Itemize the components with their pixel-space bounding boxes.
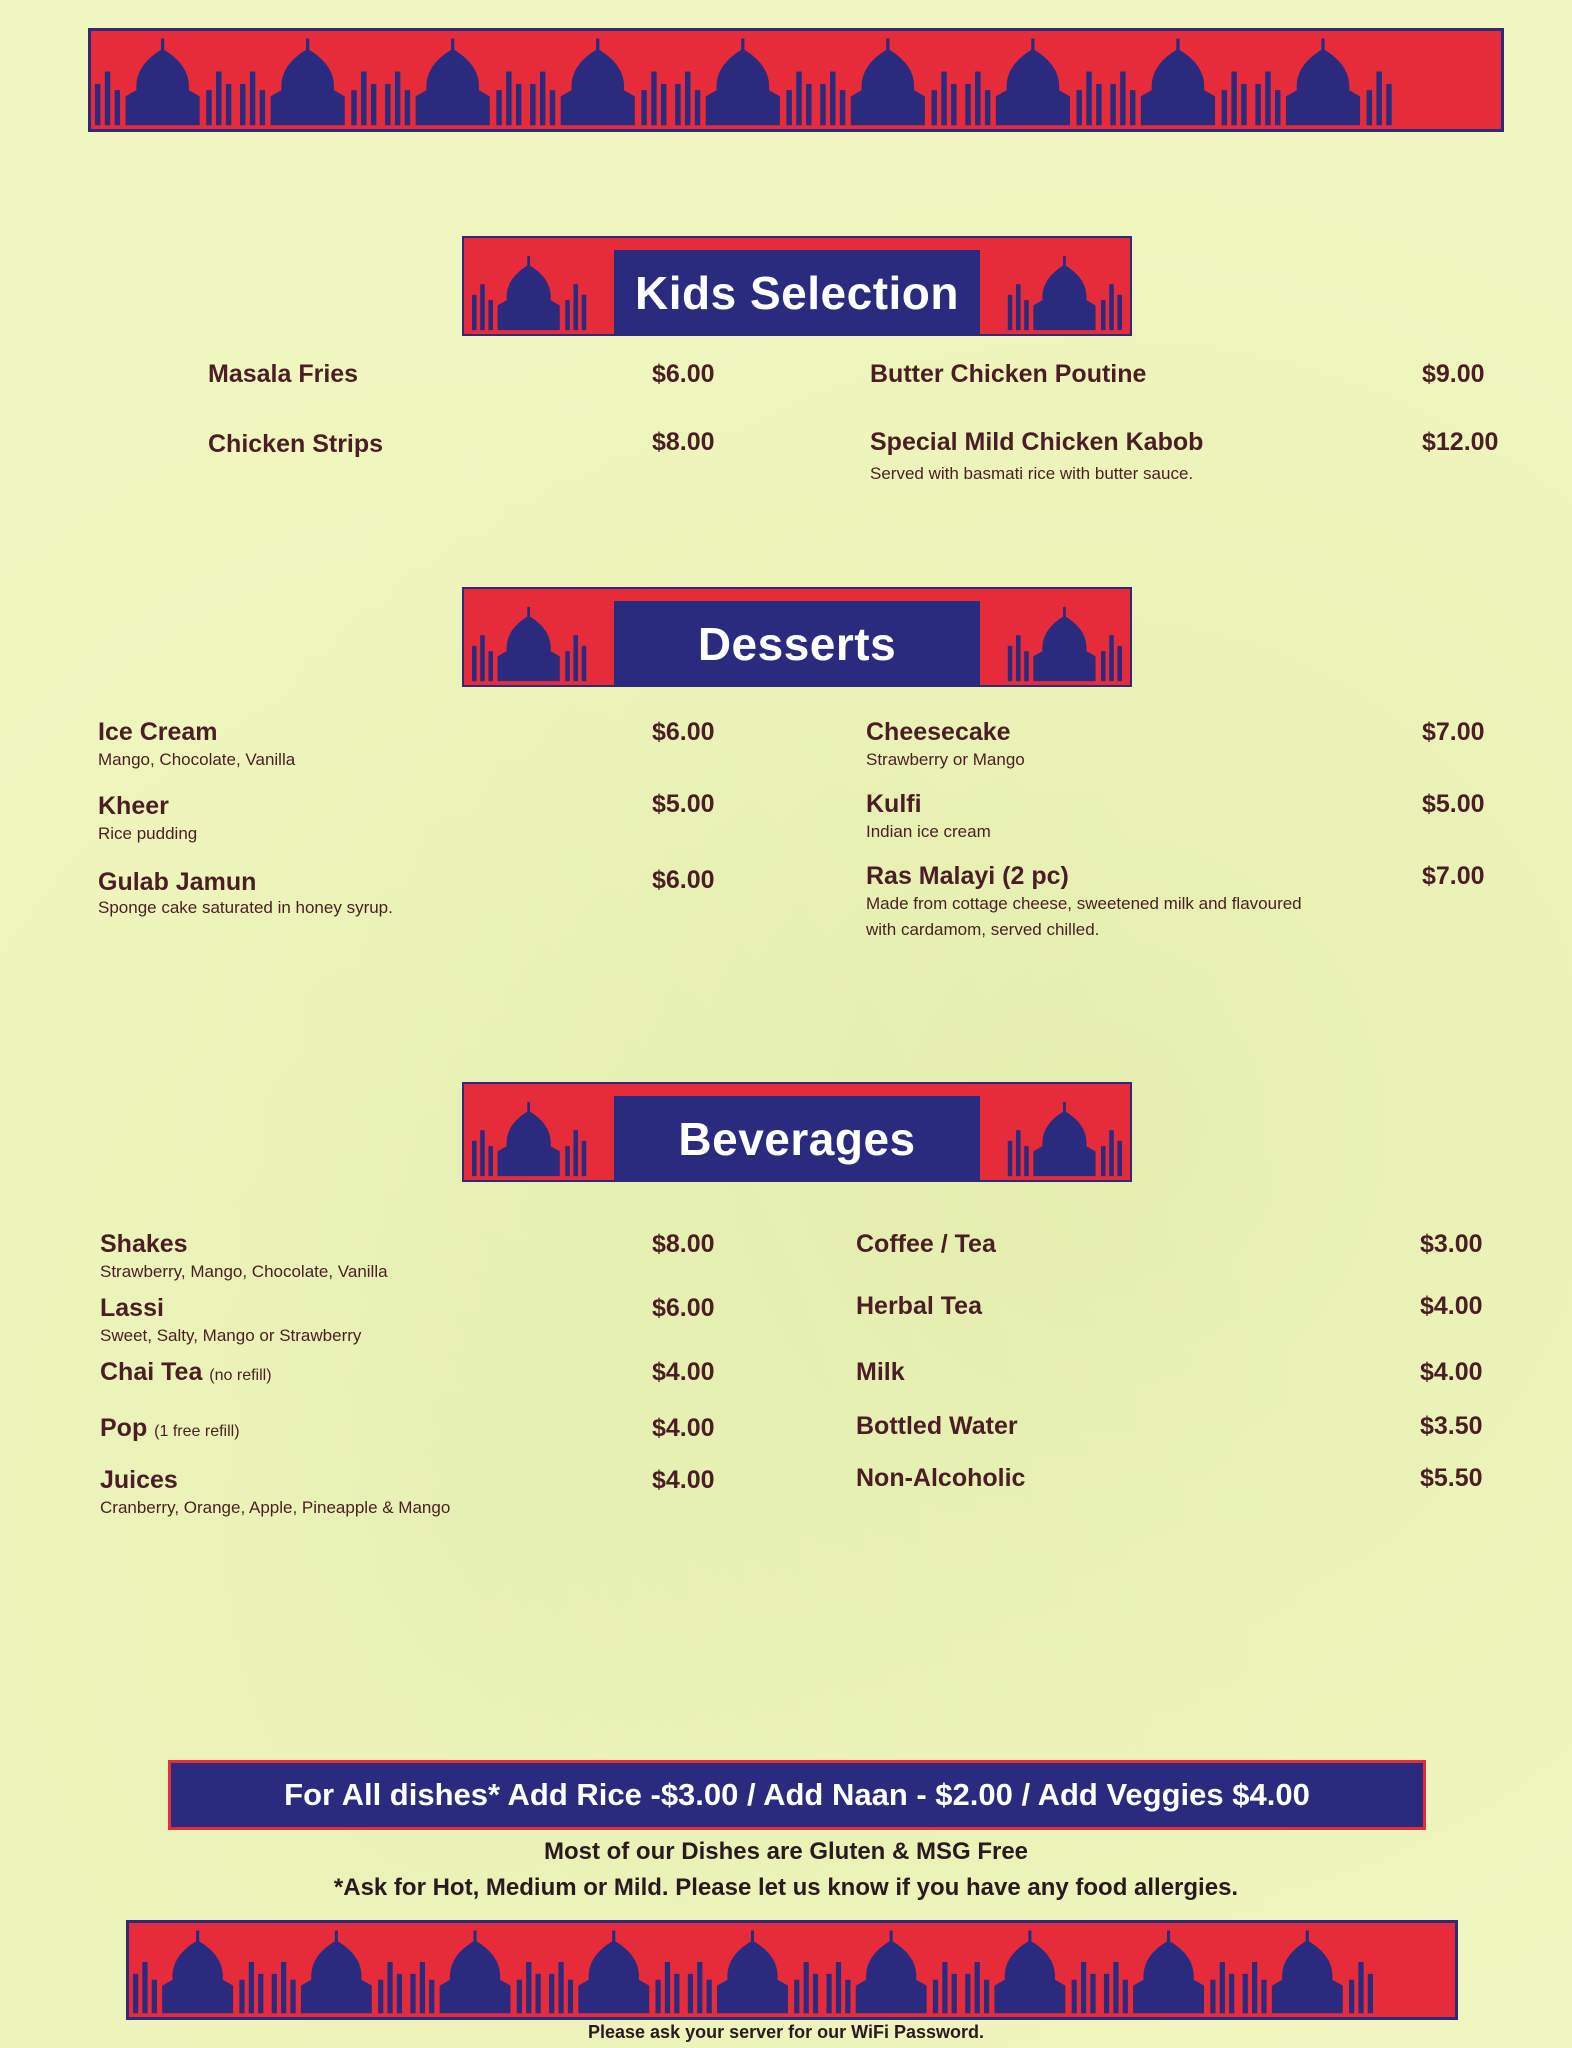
- menu-item-price: $7.00: [1422, 862, 1485, 890]
- menu-item-name: Lassi: [100, 1294, 164, 1322]
- menu-item-note: (1 free refill): [154, 1423, 240, 1440]
- menu-item-name: Gulab Jamun: [98, 868, 257, 896]
- menu-item-price: $6.00: [652, 1294, 715, 1322]
- top-decorative-band: [88, 28, 1504, 132]
- menu-item-description: Mango, Chocolate, Vanilla: [98, 750, 296, 769]
- menu-item-name-text: Pop: [100, 1414, 148, 1442]
- menu-item-description: Strawberry or Mango: [866, 750, 1025, 769]
- menu-item-name: Kulfi: [866, 790, 922, 818]
- menu-item-price: $4.00: [1420, 1292, 1483, 1320]
- kids-selection-header: [462, 236, 1132, 336]
- spice-allergy-note: *Ask for Hot, Medium or Mild. Please let us know if you have any food allergies.: [333, 1874, 1239, 1901]
- menu-item-name: [100, 1358, 272, 1387]
- menu-item-name: Butter Chicken Poutine: [870, 360, 1147, 388]
- menu-item-description: Indian ice cream: [866, 822, 991, 841]
- desserts-header: [462, 587, 1132, 687]
- menu-item-description: Made from cottage cheese, sweetened milk and flavoured: [866, 894, 1302, 913]
- menu-item-name: Milk: [856, 1358, 905, 1386]
- menu-item-name: Chicken Strips: [208, 430, 384, 458]
- menu-item-price: $5.00: [1422, 790, 1485, 818]
- menu-item-price: $6.00: [652, 866, 715, 894]
- menu-item-description: with cardamom, served chilled.: [866, 920, 1100, 939]
- menu-item-price: $12.00: [1422, 428, 1499, 456]
- menu-item-note: (no refill): [209, 1367, 272, 1384]
- menu-item-name-text: Chai Tea: [100, 1358, 203, 1386]
- menu-item-name: Kheer: [98, 792, 169, 820]
- menu-item-price: $4.00: [1420, 1358, 1483, 1386]
- addons-banner: For All dishes* Add Rice -$3.00 / Add Naan - $2.00 / Add Veggies $4.00: [168, 1760, 1426, 1830]
- menu-item-price: $4.00: [652, 1466, 715, 1494]
- menu-item-name: Shakes: [100, 1230, 188, 1258]
- menu-item-name: Bottled Water: [856, 1412, 1018, 1440]
- menu-item-price: $8.00: [652, 1230, 715, 1258]
- menu-item-name: Juices: [100, 1466, 178, 1494]
- beverages-header: [462, 1082, 1132, 1182]
- menu-item-name: Ice Cream: [98, 718, 218, 746]
- menu-item-price: $6.00: [652, 360, 715, 388]
- menu-item-price: $4.00: [652, 1358, 715, 1386]
- section-title: Kids Selection: [614, 250, 980, 334]
- menu-item-description: Served with basmati rice with butter sauce.: [870, 464, 1194, 483]
- wifi-note: Please ask your server for our WiFi Password.: [588, 2022, 984, 2042]
- gluten-msg-note: Most of our Dishes are Gluten & MSG Free: [543, 1838, 1029, 1865]
- menu-item-name: Cheesecake: [866, 718, 1011, 746]
- taj-mahal-silhouette-icon: [129, 1923, 1455, 2017]
- menu-item-price: $4.00: [652, 1414, 715, 1442]
- menu-item-description: Strawberry, Mango, Chocolate, Vanilla: [100, 1262, 388, 1281]
- menu-item-name: Non-Alcoholic: [856, 1464, 1026, 1492]
- menu-item-name: Ras Malayi (2 pc): [866, 862, 1069, 890]
- section-title: Desserts: [614, 601, 980, 685]
- section-title: Beverages: [614, 1096, 980, 1180]
- menu-item-name: Masala Fries: [208, 360, 359, 388]
- menu-item-name: Coffee / Tea: [856, 1230, 996, 1258]
- menu-item-price: $9.00: [1422, 360, 1485, 388]
- bottom-decorative-band: [126, 1920, 1458, 2020]
- menu-item-description: Sponge cake saturated in honey syrup.: [98, 898, 393, 917]
- menu-item-price: $7.00: [1422, 718, 1485, 746]
- menu-item-price: $6.00: [652, 718, 715, 746]
- menu-item-name: [100, 1414, 240, 1443]
- menu-item-price: $3.50: [1420, 1412, 1483, 1440]
- menu-item-name: Herbal Tea: [856, 1292, 982, 1320]
- menu-item-name: Special Mild Chicken Kabob: [870, 428, 1204, 456]
- menu-item-price: $3.00: [1420, 1230, 1483, 1258]
- menu-item-description: Sweet, Salty, Mango or Strawberry: [100, 1326, 362, 1345]
- menu-item-price: $5.00: [652, 790, 715, 818]
- menu-item-price: $5.50: [1420, 1464, 1483, 1492]
- menu-item-description: Cranberry, Orange, Apple, Pineapple & Mango: [100, 1498, 451, 1517]
- menu-item-price: $8.00: [652, 428, 715, 456]
- menu-item-description: Rice pudding: [98, 824, 198, 843]
- taj-mahal-silhouette-icon: [91, 31, 1501, 129]
